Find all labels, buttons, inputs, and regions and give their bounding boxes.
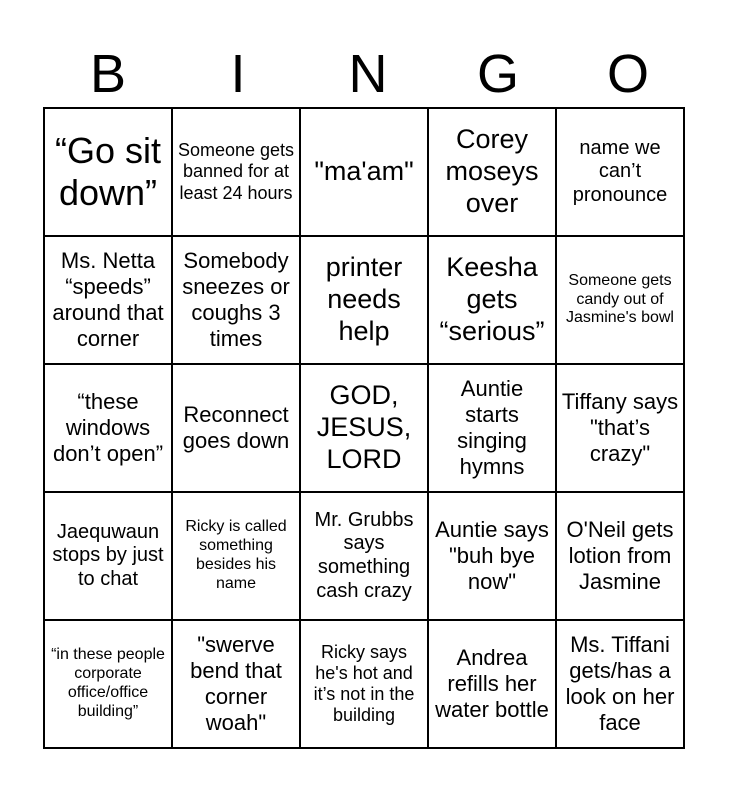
bingo-square[interactable]: Someone gets candy out of Jasmine's bowl <box>556 236 684 364</box>
bingo-square[interactable]: Andrea refills her water bottle <box>428 620 556 748</box>
bingo-square[interactable]: printer needs help <box>300 236 428 364</box>
bingo-row <box>44 364 684 492</box>
header-letter-i: I <box>230 44 246 104</box>
bingo-square[interactable]: Auntie says "buh bye now" <box>428 492 556 620</box>
header-letter-g: G <box>476 44 519 104</box>
bingo-row <box>44 492 684 620</box>
bingo-square[interactable]: O'Neil gets lotion from Jasmine <box>556 492 684 620</box>
bingo-square[interactable]: Auntie starts singing hymns <box>428 364 556 492</box>
bingo-square[interactable]: Ricky says he's hot and it’s not in the building <box>300 620 428 748</box>
bingo-square[interactable]: Keesha gets “serious” <box>428 236 556 364</box>
bingo-row <box>44 620 684 748</box>
bingo-square[interactable]: Ms. Netta “speeds” around that corner <box>44 236 172 364</box>
bingo-square[interactable]: name we can’t pronounce <box>556 108 684 236</box>
bingo-square[interactable]: GOD, JESUS, LORD <box>300 364 428 492</box>
bingo-square[interactable]: Someone gets banned for at least 24 hours <box>172 108 300 236</box>
bingo-row <box>44 108 684 236</box>
bingo-square[interactable]: Ms. Tiffani gets/has a look on her face <box>556 620 684 748</box>
bingo-square[interactable]: Mr. Grubbs says something cash crazy <box>300 492 428 620</box>
bingo-square[interactable]: "ma'am" <box>300 108 428 236</box>
bingo-square[interactable]: Reconnect goes down <box>172 364 300 492</box>
header-letter-n: N <box>348 44 388 104</box>
bingo-square[interactable]: “these windows don’t open” <box>44 364 172 492</box>
header-letter-b: B <box>89 44 127 104</box>
bingo-square[interactable]: “Go sit down” <box>44 108 172 236</box>
bingo-square[interactable]: Jaequwaun stops by just to chat <box>44 492 172 620</box>
bingo-square[interactable]: Somebody sneezes or coughs 3 times <box>172 236 300 364</box>
bingo-square[interactable]: Corey moseys over <box>428 108 556 236</box>
bingo-header <box>43 40 693 108</box>
bingo-square[interactable]: “in these people corporate office/office building” <box>44 620 172 748</box>
bingo-square[interactable]: Ricky is called something besides his name <box>172 492 300 620</box>
bingo-row <box>44 236 684 364</box>
bingo-card <box>43 107 685 749</box>
bingo-square[interactable]: Tiffany says "that’s crazy" <box>556 364 684 492</box>
header-letter-o: O <box>606 44 649 104</box>
bingo-square[interactable]: "swerve bend that corner woah" <box>172 620 300 748</box>
